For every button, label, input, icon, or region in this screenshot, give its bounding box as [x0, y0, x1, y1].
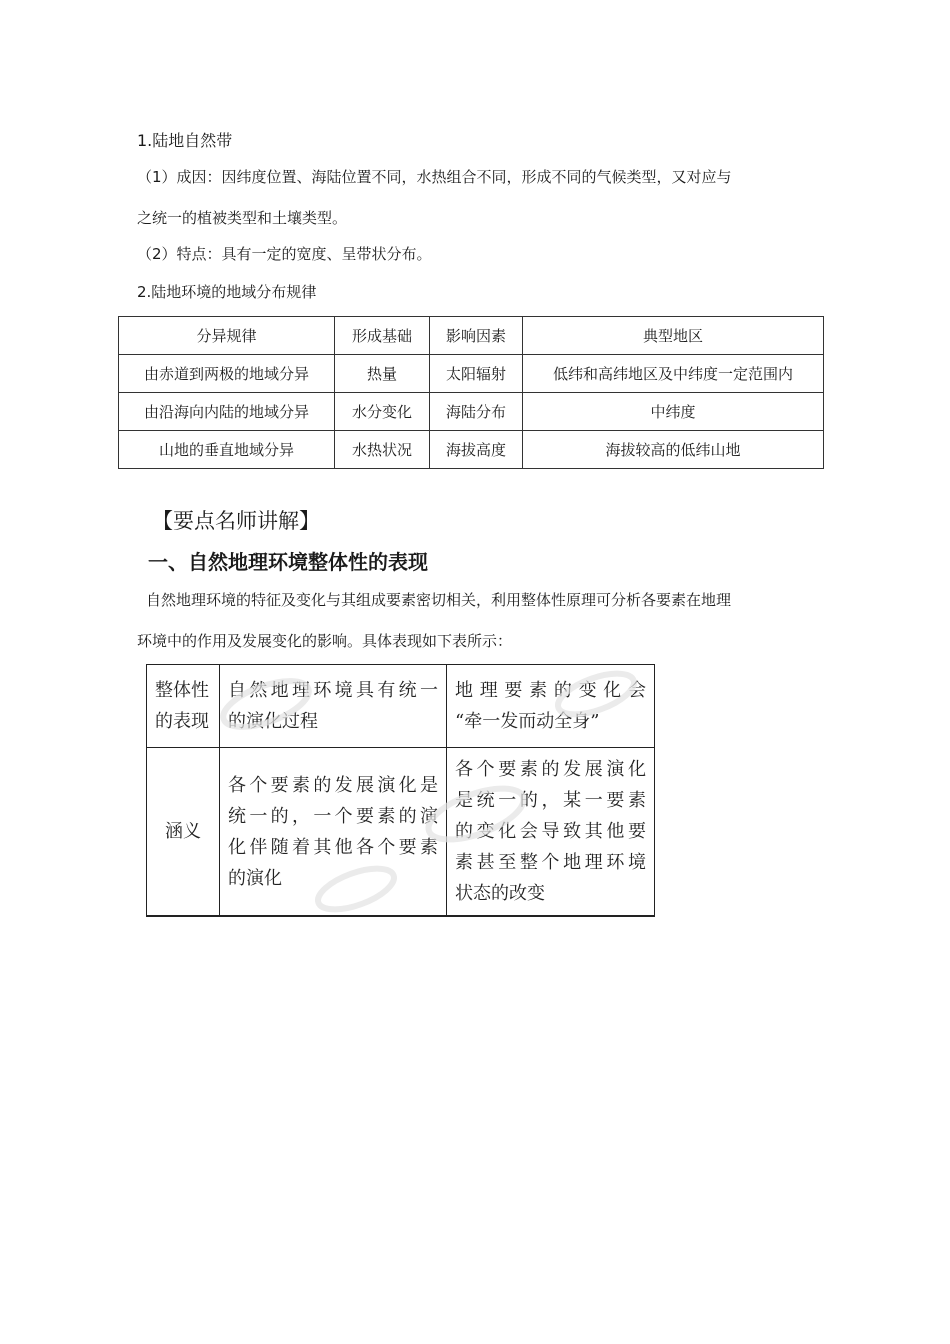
- cell-line: 整体性: [155, 680, 209, 701]
- cell-line: 的演化: [228, 867, 282, 889]
- cell-line: 地理要素的变化会: [455, 680, 646, 701]
- lecture-subtitle: 一、自然地理环境整体性的表现: [148, 550, 428, 574]
- cell-line: “牵一发而动全身”: [455, 711, 600, 732]
- cell-line: 自然地理环境具有统一: [228, 680, 438, 701]
- table-header-cell: 典型地区: [523, 317, 824, 355]
- distribution-table: [118, 316, 824, 469]
- table-cell: 中纬度: [523, 393, 824, 431]
- cell-line: 各个要素的发展演化是: [228, 774, 438, 796]
- cell-line: 统一的，一个要素的演: [228, 805, 438, 827]
- cause-text-line1: （1）成因：因纬度位置、海陆位置不同，水热组合不同，形成不同的气候类型，又对应与: [137, 168, 732, 186]
- cell-line: 的演化过程: [228, 711, 318, 732]
- table-row: [119, 355, 824, 393]
- cell-line: 状态的改变: [455, 883, 545, 904]
- heading-distribution-laws: 2.陆地环境的地域分布规律: [137, 283, 317, 301]
- table-cell: 水分变化: [335, 393, 430, 431]
- table-cell: 由沿海向内陆的地域分异: [119, 393, 335, 431]
- feature-text: （2）特点：具有一定的宽度、呈带状分布。: [137, 245, 432, 263]
- cause-text-line2: 之统一的植被类型和土壤类型。: [137, 209, 348, 227]
- table-cell: 海拔较高的低纬山地: [523, 431, 824, 469]
- table-row: [119, 431, 824, 469]
- table-cell: 海拔高度: [430, 431, 523, 469]
- table-header-cell: 影响因素: [430, 317, 523, 355]
- watermark-texture: [146, 664, 655, 916]
- cell-line: 是统一的，某一要素: [455, 790, 646, 811]
- table-cell: 海陆分布: [430, 393, 523, 431]
- table-cell: 山地的垂直地域分异: [119, 431, 335, 469]
- table-cell: 低纬和高纬地区及中纬度一定范围内: [523, 355, 824, 393]
- table-cell-label: 涵义: [147, 748, 220, 917]
- intro-line2: 环境中的作用及发展变化的影响。具体表现如下表所示：: [137, 632, 513, 650]
- table-header-cell: 形成基础: [335, 317, 430, 355]
- heading-land-natural-zone: 1.陆地自然带: [137, 131, 233, 150]
- lecture-title: 【要点名师讲解】: [152, 509, 320, 533]
- cell-line: 的变化会导致其他要: [455, 821, 646, 842]
- cell-line: 化伴随着其他各个要素: [228, 836, 438, 858]
- intro-line1: 自然地理环境的特征及变化与其组成要素密切相关，利用整体性原理可分析各要素在地理: [146, 591, 732, 609]
- table-cell: 水热状况: [335, 431, 430, 469]
- table-cell: 热量: [335, 355, 430, 393]
- table-cell: 由赤道到两极的地域分异: [119, 355, 335, 393]
- table-header-row: [119, 317, 824, 355]
- table-cell: 太阳辐射: [430, 355, 523, 393]
- cell-line: 的表现: [155, 711, 209, 732]
- cell-line: 素甚至整个地理环境: [455, 852, 646, 873]
- cell-line: 各个要素的发展演化: [455, 759, 646, 780]
- table-row: [119, 393, 824, 431]
- table-header-cell: 分异规律: [119, 317, 335, 355]
